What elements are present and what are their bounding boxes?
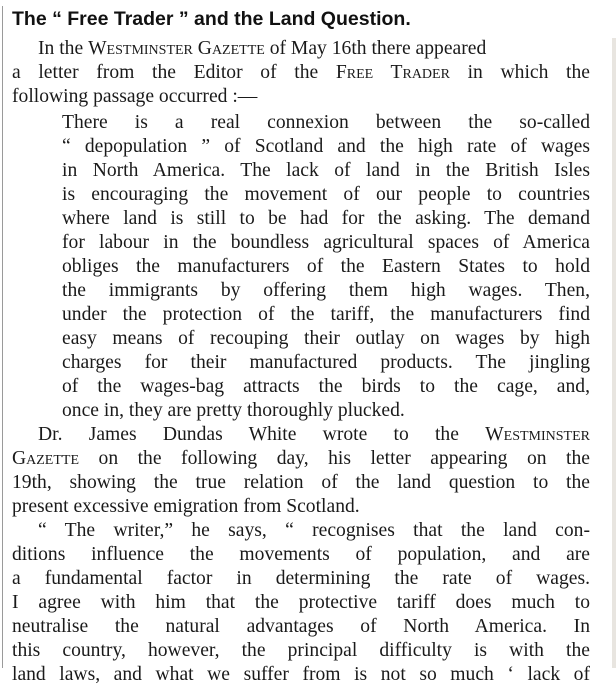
text-line	[38, 37, 590, 61]
text-span: once in, they are pretty thoroughly plucked.	[62, 400, 405, 421]
text-span: easy means of recouping their outlay on wages by high	[62, 328, 590, 349]
text-line	[62, 399, 422, 423]
left-column-rule	[2, 6, 3, 668]
text-line	[38, 519, 590, 543]
text-span: ditions influence the movements of population, and are	[12, 544, 590, 565]
text-span: Dr. James Dundas White wrote to the	[38, 424, 486, 445]
text-line	[12, 495, 442, 519]
text-line	[12, 61, 590, 85]
text-span: in North America. The lack of land in the British Isles	[62, 160, 590, 181]
text-line	[62, 135, 590, 159]
text-line	[62, 207, 590, 231]
text-span: is encouraging the movement of our people to countries	[62, 184, 590, 205]
text-span: under the protection of the tariff, the manufacturers find	[62, 304, 590, 325]
text-line	[62, 231, 590, 255]
text-span: the immigrants by offering them high wages. Then,	[62, 280, 590, 301]
text-line	[12, 85, 312, 109]
small-caps-span: Westminster	[485, 424, 590, 445]
text-span: on the following day, his letter appearing on the	[79, 448, 590, 469]
text-span: 19th, showing the true relation of the land question to the	[12, 472, 590, 493]
text-span: following passage occurred :—	[12, 86, 258, 107]
text-line	[62, 375, 590, 399]
text-line	[38, 423, 590, 447]
text-line	[62, 327, 590, 351]
text-span: neutralise the natural advantages of North America. In	[12, 616, 590, 637]
text-line	[12, 591, 590, 615]
text-span: for labour in the boundless agricultural spaces of America	[62, 232, 590, 253]
text-line	[12, 543, 590, 567]
text-span: There is a real connexion between the so-called	[62, 112, 590, 133]
text-span: I agree with him that the protective tariff does much to	[12, 592, 590, 613]
text-span: this country, however, the principal difficulty is with the	[12, 640, 590, 661]
text-line	[62, 279, 590, 303]
text-span: obliges the manufacturers of the Eastern States to hold	[62, 256, 590, 277]
small-caps-span: Westminster Gazette	[88, 38, 265, 59]
text-line	[12, 471, 590, 495]
text-line	[12, 639, 590, 663]
text-line	[62, 351, 590, 375]
text-line	[62, 255, 590, 279]
text-span: a fundamental factor in determining the rate of wages.	[12, 568, 590, 589]
small-caps-span: Free Trader	[335, 62, 450, 83]
text-span: In the	[38, 38, 89, 59]
text-span: in which the	[449, 62, 590, 83]
text-span: “ depopulation ” of Scotland and the high rate of wages	[62, 136, 590, 157]
text-span: land laws, and what we suffer from is not so much ‘ lack of	[12, 664, 590, 685]
text-line	[12, 663, 590, 687]
text-line	[12, 447, 590, 471]
text-span: of May 16th there appeared	[264, 38, 487, 59]
text-line	[12, 615, 590, 639]
text-span: where land is still to be had for the asking. The demand	[62, 208, 590, 229]
text-span: charges for their manufactured products. The jingling	[62, 352, 590, 373]
text-line	[62, 183, 590, 207]
text-line	[62, 111, 590, 135]
text-line	[12, 567, 590, 591]
text-line	[62, 303, 590, 327]
page-edge-shading	[612, 38, 616, 668]
small-caps-span: Gazette	[12, 448, 80, 469]
text-span: a letter from the Editor of the	[12, 62, 336, 83]
text-span: of the wages-bag attracts the birds to the cage, and,	[62, 376, 590, 397]
text-line	[62, 159, 590, 183]
text-span: “ The writer,” he says, “ recognises that the land con-	[38, 520, 590, 541]
article-heading: The “ Free Trader ” and the Land Question.	[12, 8, 411, 30]
text-span: present excessive emigration from Scotland.	[12, 496, 360, 517]
